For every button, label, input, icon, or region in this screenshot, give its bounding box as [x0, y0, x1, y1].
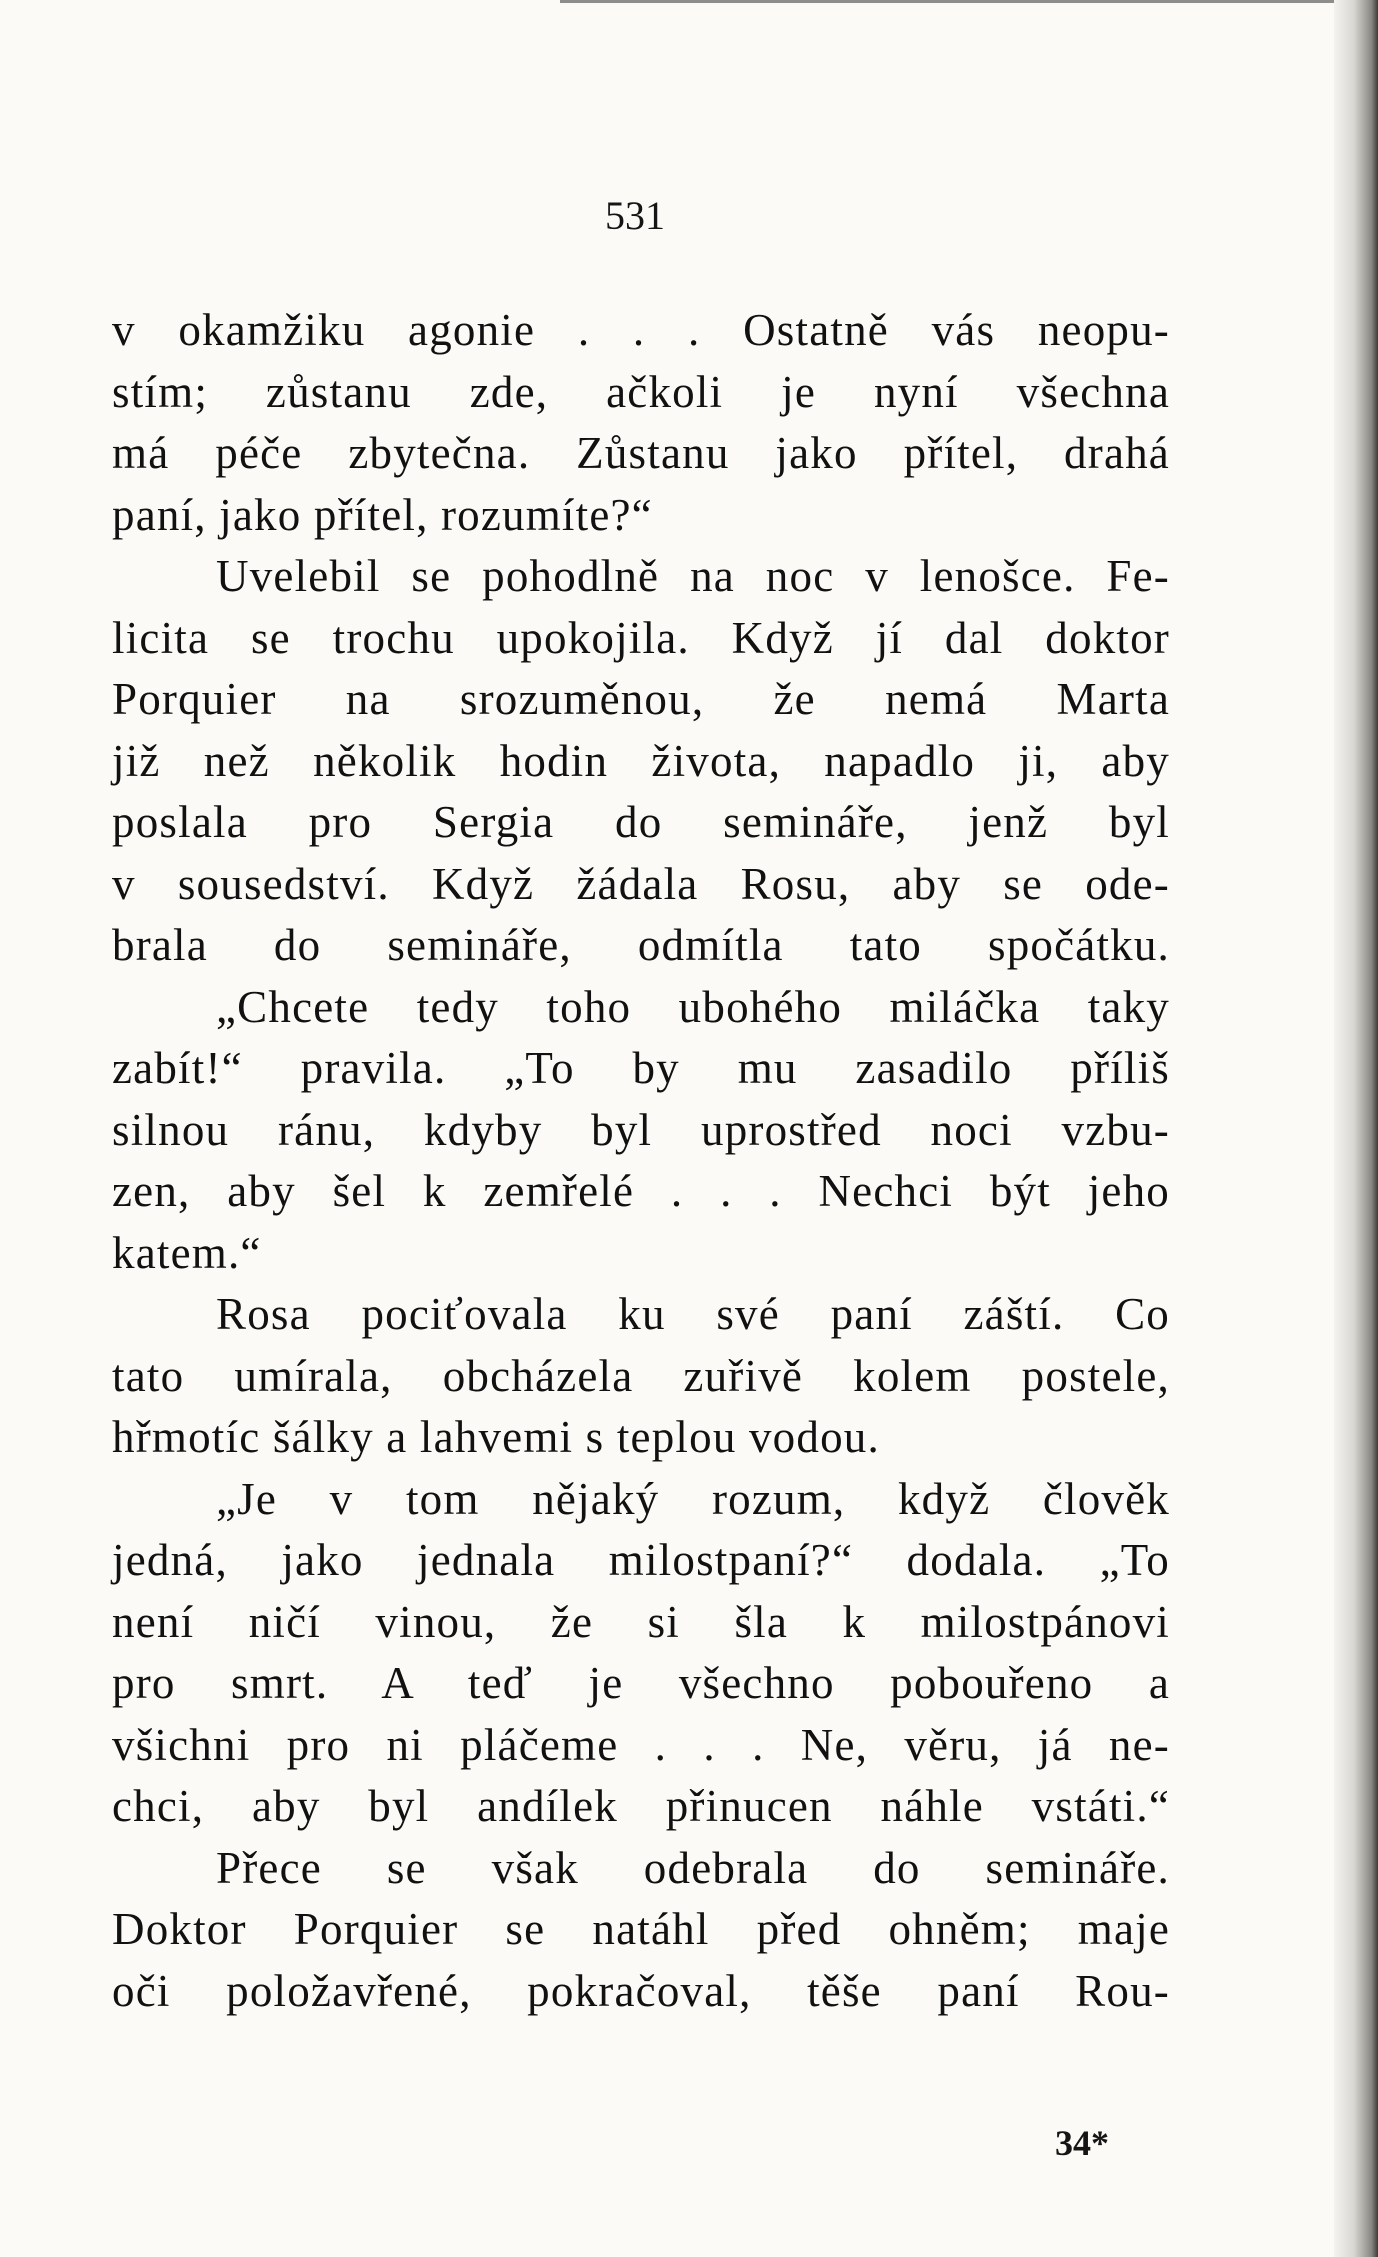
text-line: tato umírala, obcházela zuřivě kolem postele,: [112, 1350, 1170, 1401]
text-line: Rosa pociťovala ku své paní záští. Co: [216, 1289, 1170, 1339]
text-line: brala do semináře, odmítla tato spočátku.: [112, 920, 1170, 970]
text-line: zabít!“ pravila. „To by mu zasadilo příliš: [112, 1043, 1170, 1093]
text-line: Porquier na srozuměnou, že nemá Marta: [112, 674, 1170, 724]
text-line: všichni pro ni pláčeme . . . Ne, věru, já ne-: [112, 1719, 1170, 1770]
text-line: v sousedství. Když žádala Rosu, aby se ode-: [112, 858, 1170, 909]
page-number: 531: [605, 193, 665, 238]
text-line: „Je v tom nějaký rozum, když člověk: [216, 1473, 1170, 1524]
text-line: pro smrt. A teď je všechno pobouřeno a: [112, 1658, 1170, 1708]
text-line: zen, aby šel k zemřelé . . . Nechci být jeho: [112, 1166, 1170, 1216]
text-line: jedná, jako jednala milostpaní?“ dodala. „To: [112, 1535, 1170, 1585]
signature-mark: 34*: [1055, 2123, 1109, 2163]
text-line: chci, aby byl andílek přinucen náhle vstáti.“: [112, 1781, 1170, 1831]
text-line: oči položavřené, pokračoval, těše paní Rou-: [112, 1965, 1170, 2016]
page-top-edge: [560, 0, 1378, 13]
text-line: poslala pro Sergia do semináře, jenž byl: [112, 797, 1170, 847]
text-line: má péče zbytečna. Zůstanu jako přítel, drahá: [112, 428, 1170, 478]
text-line: Přece se však odebrala do semináře.: [216, 1842, 1170, 1893]
text-line: silnou ránu, kdyby byl uprostřed noci vzbu-: [112, 1104, 1170, 1155]
body-text: [112, 300, 1170, 2022]
text-line: stím; zůstanu zde, ačkoli je nyní všechna: [112, 366, 1170, 417]
text-line: paní, jako přítel, rozumíte?“: [112, 489, 653, 540]
text-line: není ničí vinou, že si šla k milostpánovi: [112, 1596, 1170, 1647]
text-line: „Chcete tedy toho ubohého miláčka taky: [216, 981, 1170, 1032]
text-line: Uvelebil se pohodlně na noc v lenošce. Fe-: [216, 551, 1170, 601]
text-line: již než několik hodin života, napadlo ji, aby: [112, 735, 1170, 786]
text-line: Doktor Porquier se natáhl před ohněm; maje: [112, 1904, 1170, 1954]
text-line: licita se trochu upokojila. Když jí dal doktor: [112, 612, 1170, 663]
text-line: hřmotíc šálky a lahvemi s teplou vodou.: [112, 1412, 880, 1462]
text-line: katem.“: [112, 1227, 262, 1278]
text-line: v okamžiku agonie . . . Ostatně vás neopu-: [112, 305, 1170, 355]
page-binding-edge: [1334, 0, 1378, 2257]
